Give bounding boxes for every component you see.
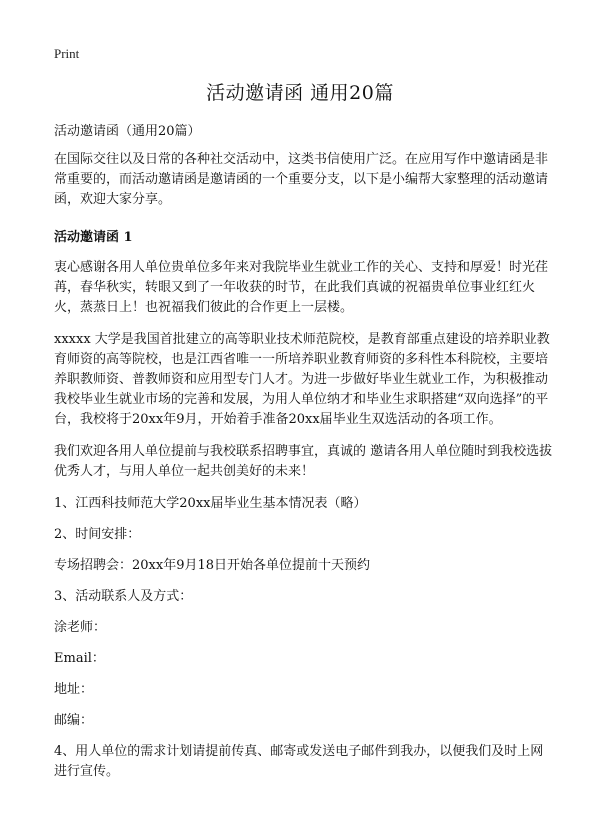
section-heading: 活动邀请函 1 <box>54 230 133 245</box>
list-item-schedule-label: 2、时间安排： <box>54 527 141 542</box>
intro-paragraph: 在国际交往以及日常的各种社交活动中，这类书信使用广泛。在应用写作中邀请函是非常重要的，而活动邀请函是邀请函的一个重要分支，以下是小编帮大家整理的活动邀请函，欢迎大家分享。 <box>54 152 549 207</box>
list-item-contacts-label: 3、活动联系人及方式： <box>54 589 193 604</box>
contact-email: Email： <box>54 651 105 666</box>
document-subtitle: 活动邀请函（通用20篇） <box>54 124 201 139</box>
contact-teacher: 涂老师： <box>54 620 107 635</box>
document-body <box>54 122 554 793</box>
contact-address: 地址： <box>54 682 94 697</box>
page-title: 活动邀请函 通用20篇 <box>206 82 394 104</box>
list-item-job-fair: 专场招聘会：20xx年9月18日开始各单位提前十天预约 <box>54 558 371 573</box>
body-paragraph-welcome: 我们欢迎各用人单位提前与我校联系招聘事宜，真诚的 邀请各用人单位随时到我校选拔优秀人才，与用人单位一起共创美好的未来！ <box>54 444 553 479</box>
body-paragraph-thanks: 衷心感谢各用人单位贵单位多年来对我院毕业生就业工作的关心、支持和厚爱！时光荏苒，春华秋实，转眼又到了一年收获的时节，在此我们真诚的祝福贵单位事业红红火火，蒸蒸日上！也祝福我们彼此的合作更上一层楼。 <box>54 260 549 315</box>
list-item-attachment: 1、江西科技师范大学20xx届毕业生基本情况表（略） <box>54 496 367 511</box>
contact-postcode: 邮编： <box>54 713 94 728</box>
print-link[interactable]: Print <box>54 46 80 61</box>
body-paragraph-school-intro: xxxxx 大学是我国首批建立的高等职业技术师范院校，是教育部重点建设的培养职业教育师资的高等院校，也是江西省唯一一所培养职业教育师资的多科性本科院校，主要培养职教师资、普教师资和应用型专门人才。为进一步做好毕业生就业工作，为积极推动我校毕业生就业市场的完善和发展，为用人单位纳才和毕业生求职搭建“双向选择”的平台，我校将于20xx年9月，开始着手准备20xx届毕业生双选活动的各项工作。 <box>54 332 550 427</box>
list-item-requirements: 4、用人单位的需求计划请提前传真、邮寄或发送电子邮件到我办，以便我们及时上网进行宣传。 <box>54 744 544 779</box>
